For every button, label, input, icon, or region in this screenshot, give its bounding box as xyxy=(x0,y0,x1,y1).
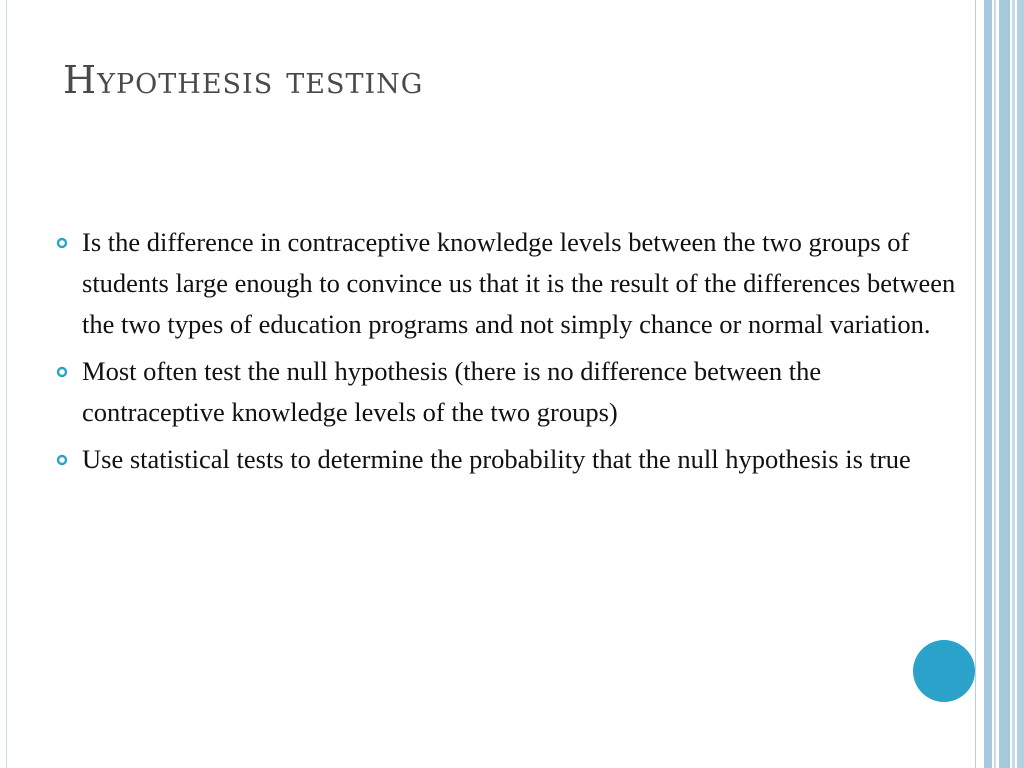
ring-bullet-icon xyxy=(56,351,82,392)
bullet-item xyxy=(56,439,956,480)
bullet-list xyxy=(56,222,956,486)
bullet-text: Use statistical tests to determine the probability that the null hypothesis is true xyxy=(82,444,911,474)
bullet-text: Is the difference in contraceptive knowledge levels between the two groups of students large enough to convince us that it is the result of the differences between the two types of education programs and not simply chance or normal variation. xyxy=(82,227,956,339)
circle-decoration xyxy=(913,640,975,702)
bullet-item xyxy=(56,222,956,345)
right-stripe xyxy=(975,0,976,768)
slide-title: Hypothesis testing xyxy=(63,58,424,102)
bullet-item xyxy=(56,351,956,433)
ring-bullet-icon xyxy=(56,222,82,263)
bullet-text: Most often test the null hypothesis (there is no difference between the contraceptive knowledge levels of the two groups) xyxy=(82,356,822,427)
right-stripe xyxy=(1017,0,1024,768)
right-stripe xyxy=(999,0,1010,768)
left-frame-line xyxy=(6,0,7,768)
ring-bullet-icon xyxy=(56,439,82,480)
right-stripe xyxy=(994,0,996,768)
right-stripe xyxy=(1012,0,1015,768)
right-stripe xyxy=(984,0,992,768)
